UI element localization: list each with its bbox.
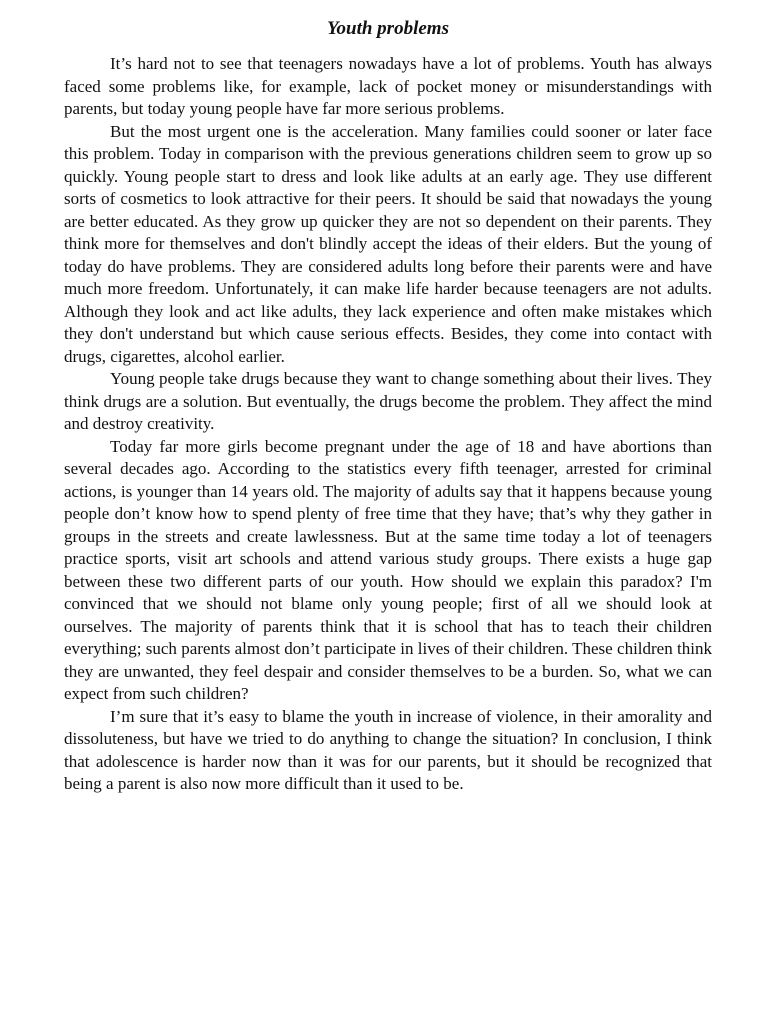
paragraph-intro: It’s hard not to see that teenagers nowadays have a lot of problems. Youth has always faced some problems like, for example, lack of pocket money or misunderstandings with parents, but today young people have far more serious problems.: [64, 54, 712, 118]
paragraph-drugs: Young people take drugs because they want to change something about their lives. They think drugs are a solution. But eventually, the drugs become the problem. They affect the mind and destroy creativity.: [64, 369, 712, 433]
paragraph-conclusion: I’m sure that it’s easy to blame the youth in increase of violence, in their amorality and dissoluteness, but have we tried to do anything to change the situation? In conclusion, I think that adolescence is harder now than it was for our parents, but it should be recognized that being a parent is also now more difficult than it used to be.: [64, 706, 712, 793]
document-title: Youth problems: [327, 18, 449, 39]
paragraph-statistics: Today far more girls become pregnant under the age of 18 and have abortions than several decades ago. According to the statistics every fifth teenager, arrested for criminal actions, is younger than 14 years old. The majority of adults say that it happens because young people don’t know how to spend plenty of free time that they have; that’s why they gather in groups in the streets and create lawlessness. But at the same time today a lot of teenagers practice sports, visit art schools and attend various study groups. There exists a huge gap between these two different parts of our youth. How should we explain this paradox? I'm convinced that we should not blame only young people; first of all we should look at ourselves. The majority of parents think that it is school that has to teach their children everything; such parents almost don’t participate in lives of their children. These children think they are unwanted, they feel despair and consider themselves to be a burden. So, what we can expect from such children?: [64, 436, 712, 703]
paragraph-acceleration: But the most urgent one is the acceleration. Many families could sooner or later face this problem. Today in comparison with the previous generations children seem to grow up so quickly. Young people start to dress and look like adults at an early age. They use different sorts of cosmetics to look attractive for their peers. It should be said that nowadays the young are better educated. As they grow up quicker they are not so dependent on their parents. They think more for themselves and don't blindly accept the ideas of their elders. But the young of today do have problems. They are considered adults long before their parents were and have much more freedom. Unfortunately, it can make life harder because teenagers are not adults. Although they look and act like adults, they lack experience and often make mistakes which they don't understand but which cause serious effects. Besides, they come into contact with drugs, cigarettes, alcohol earlier.: [64, 121, 712, 366]
document-page: [64, 17, 712, 796]
